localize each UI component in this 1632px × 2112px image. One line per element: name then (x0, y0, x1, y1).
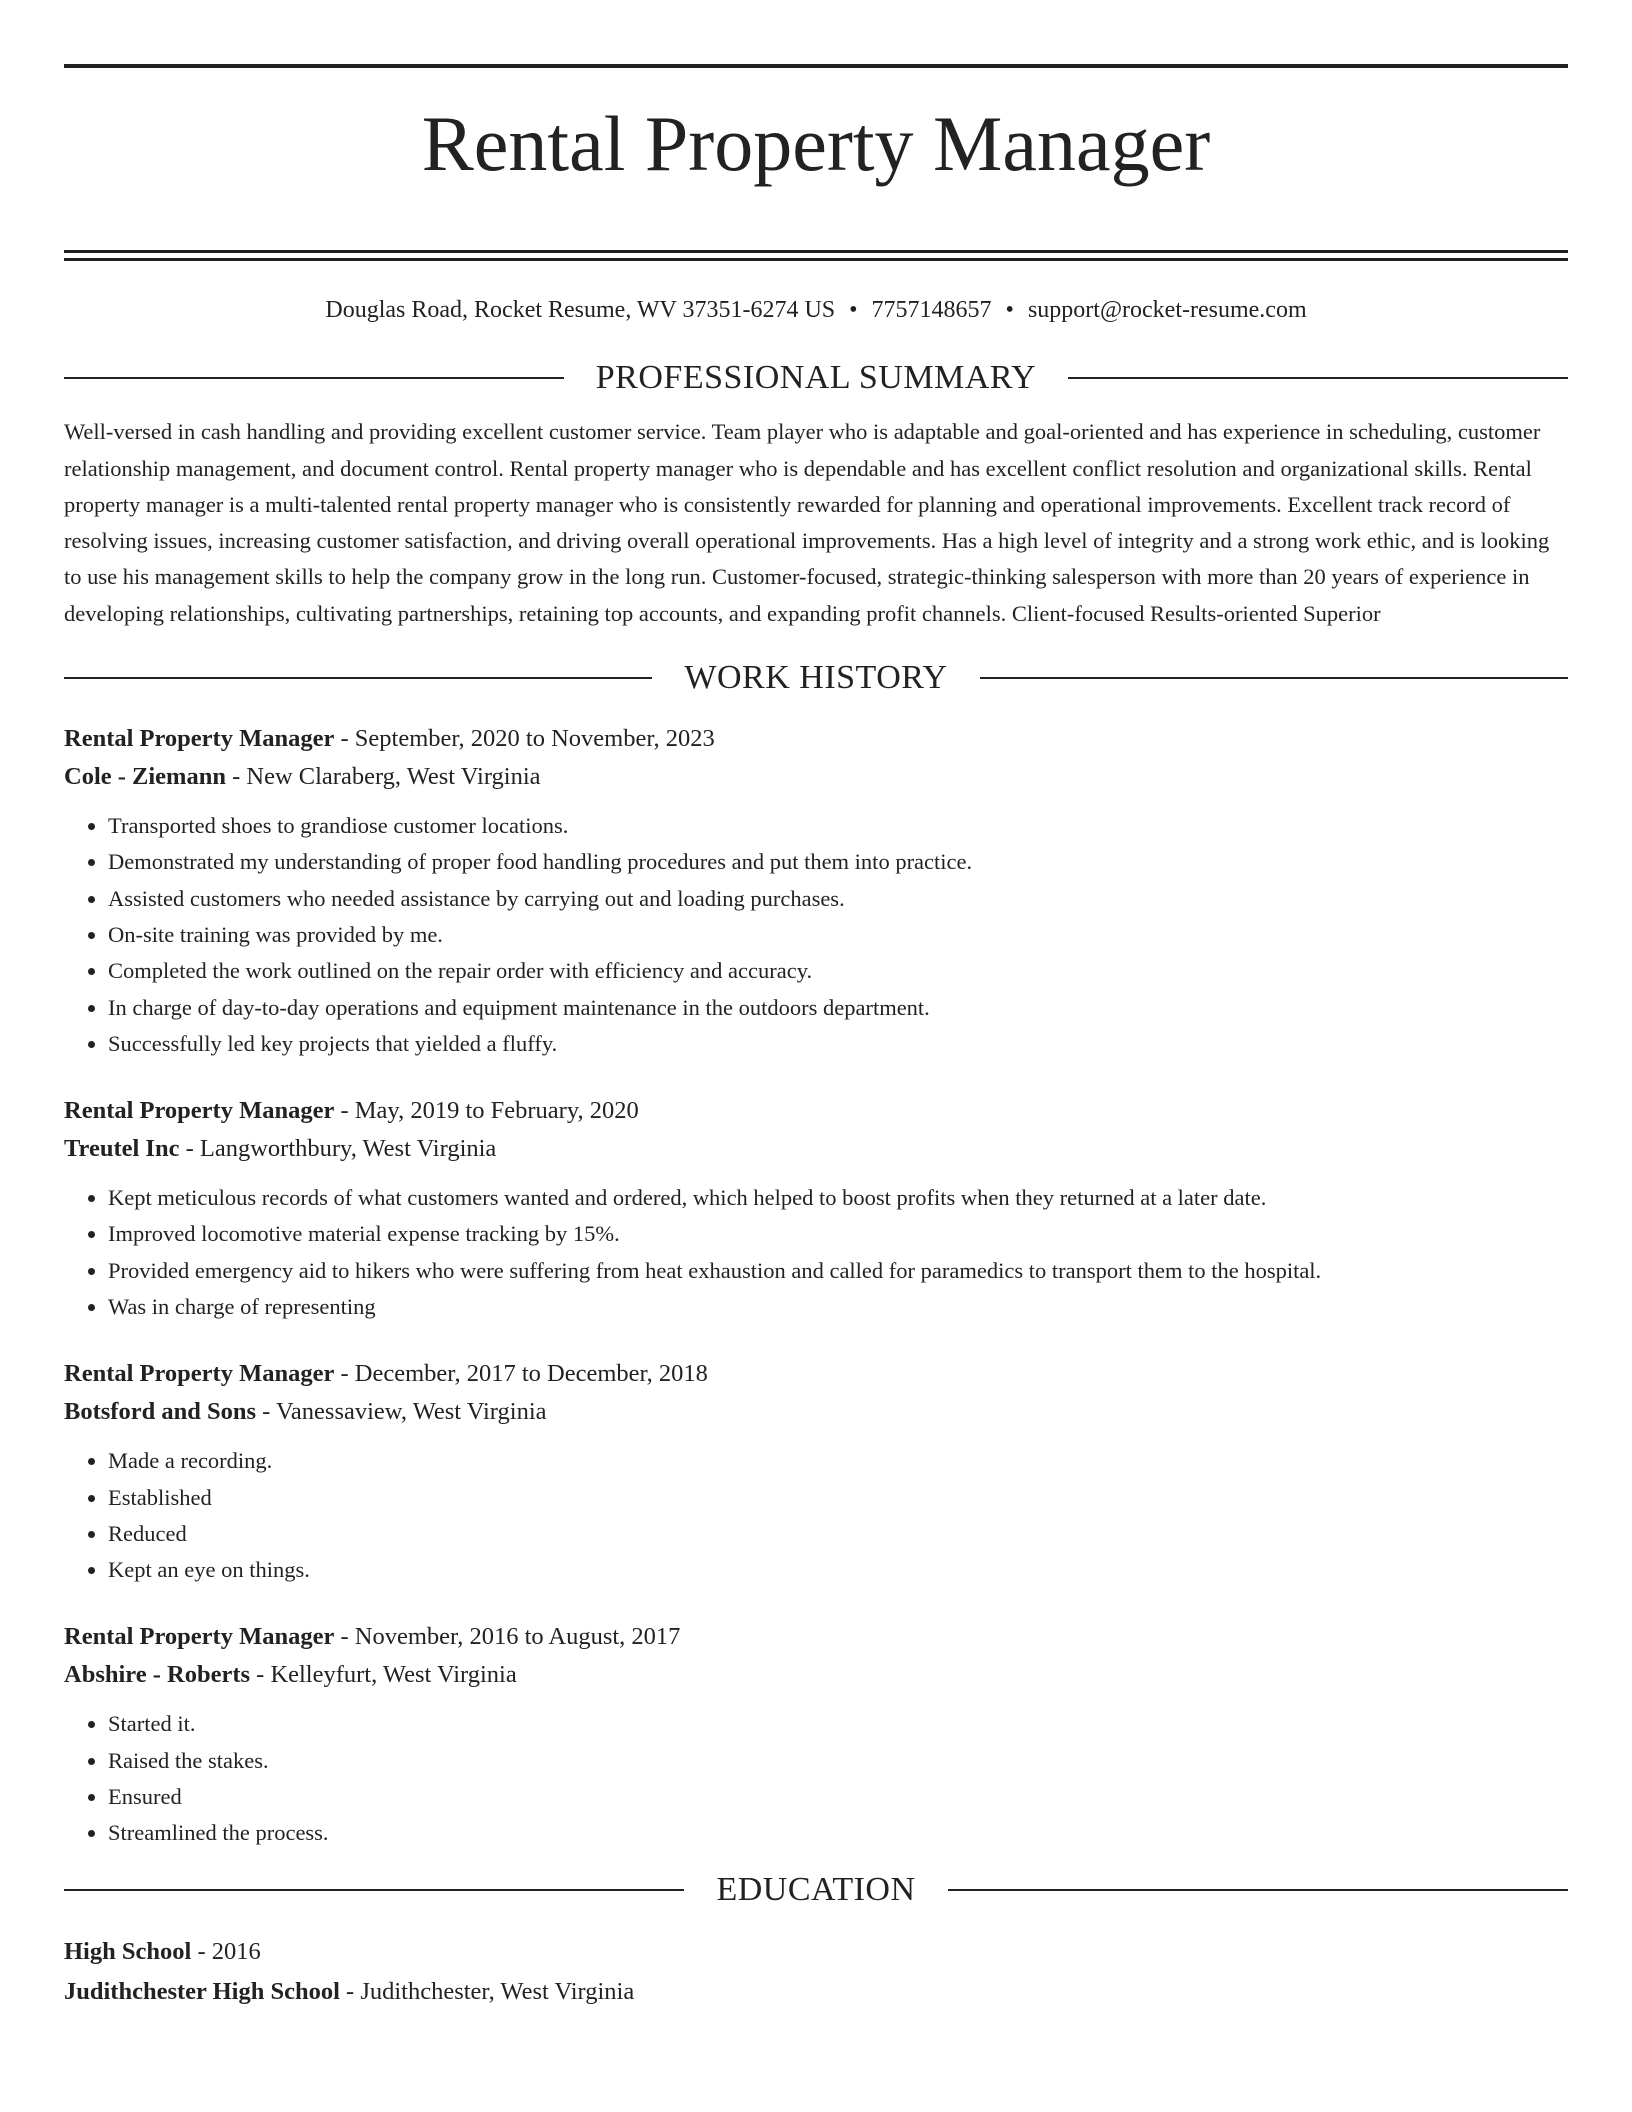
job-entry (64, 1618, 1568, 1851)
section-heading-work (64, 658, 1568, 698)
education-location: Judithchester, West Virginia (360, 1977, 635, 2005)
section-heading-education (64, 1870, 1568, 1910)
job-company-line: Botsford and Sons - Vanessaview, West Virginia (64, 1398, 547, 1426)
duty-item: • Kept meticulous records of what customers wanted and ordered, which helped to boost profits when they returned at a later date. (108, 1180, 1568, 1216)
title-double-rule (64, 250, 1568, 261)
duty-list (64, 1443, 1568, 1588)
duty-list (64, 1180, 1568, 1325)
duty-item: • Provided emergency aid to hikers who were suffering from heat exhaustion and called for paramedics to transport them to the hospital. (108, 1253, 1568, 1289)
job-dates: November, 2016 to August, 2017 (354, 1623, 681, 1651)
duty-item: • Transported shoes to grandiose customer locations. (108, 808, 1568, 844)
job-dates: September, 2020 to November, 2023 (354, 725, 715, 753)
job-company: Cole - Ziemann (64, 763, 226, 791)
job-entry (64, 1355, 1568, 1588)
section-heading-summary (64, 358, 1568, 398)
section-heading-label: WORK HISTORY (684, 659, 948, 697)
job-company-line: Cole - Ziemann - New Claraberg, West Virginia (64, 763, 541, 791)
heading-rule-right (948, 1889, 1568, 1891)
duty-item: • Was in charge of representing (108, 1289, 1568, 1325)
contact-line (64, 295, 1568, 325)
resume-page (64, 64, 1568, 2012)
contact-phone[interactable]: 7757148657 (871, 297, 992, 324)
duty-item: • Streamlined the process. (108, 1815, 1568, 1851)
duty-item: • On-site training was provided by me. (108, 917, 1568, 953)
heading-rule-left (64, 1889, 684, 1891)
contact-separator: • (849, 297, 858, 324)
heading-rule-left (64, 677, 652, 679)
top-rule (64, 64, 1568, 68)
job-title-line: Rental Property Manager - September, 2020 to November, 2023 (64, 725, 715, 753)
job-title: Rental Property Manager (64, 1097, 335, 1125)
job-location: Langworthbury, West Virginia (199, 1135, 497, 1163)
resume-title: Rental Property Manager (421, 100, 1211, 187)
job-company-line: Abshire - Roberts - Kelleyfurt, West Virginia (64, 1661, 517, 1689)
heading-rule-right (1068, 377, 1568, 379)
contact-separator: • (1005, 297, 1014, 324)
contact-address: Douglas Road, Rocket Resume, WV 37351-6274 US (325, 297, 836, 324)
job-dates: December, 2017 to December, 2018 (354, 1360, 708, 1388)
duty-item: • Made a recording. (108, 1443, 1568, 1479)
job-title-line: Rental Property Manager - December, 2017 to December, 2018 (64, 1360, 708, 1388)
heading-rule-right (980, 677, 1568, 679)
job-location: New Claraberg, West Virginia (246, 763, 541, 791)
job-location: Kelleyfurt, West Virginia (270, 1661, 517, 1689)
job-company: Botsford and Sons (64, 1398, 256, 1426)
education-degree-line: High School - 2016 (64, 1937, 261, 1965)
job-title-line: Rental Property Manager - November, 2016 to August, 2017 (64, 1623, 681, 1651)
job-dates: May, 2019 to February, 2020 (354, 1097, 639, 1125)
heading-rule-left (64, 377, 564, 379)
professional-summary: Well-versed in cash handling and providing excellent customer service. Team player who is adaptable and goal-oriented and has experience in scheduling, customer relationship management, and document control. Rental property manager who is dependable and has excellent conflict resolution and organizational skills. Rental property manager is a multi-talented rental property manager who is consistently rewarded for planning and operational improvements. Excellent track record of resolving issues, increasing customer satisfaction, and driving overall operational improvements. Has a high level of integrity and a strong work ethic, and is looking to use his management skills to help the company grow in the long run. Customer-focused, strategic-thinking salesperson with more than 20 years of experience in developing relationships, cultivating partnerships, retaining top accounts, and expanding profit channels. Client-focused Results-oriented Superior (64, 419, 1550, 626)
job-company: Abshire - Roberts (64, 1661, 251, 1689)
duty-item: • Improved locomotive material expense tracking by 15%. (108, 1216, 1568, 1252)
job-entry (64, 1092, 1568, 1325)
job-title-line: Rental Property Manager - May, 2019 to February, 2020 (64, 1097, 639, 1125)
duty-item: • In charge of day-to-day operations and equipment maintenance in the outdoors department. (108, 990, 1568, 1026)
duty-list (64, 1706, 1568, 1851)
duty-item: • Raised the stakes. (108, 1743, 1568, 1779)
job-company-line: Treutel Inc - Langworthbury, West Virginia (64, 1135, 497, 1163)
duty-item: • Ensured (108, 1779, 1568, 1815)
section-heading-label: PROFESSIONAL SUMMARY (595, 359, 1037, 397)
job-title: Rental Property Manager (64, 1623, 335, 1651)
duty-item: • Kept an eye on things. (108, 1552, 1568, 1588)
education-school: Judithchester High School (64, 1977, 340, 2005)
education-school-line: Judithchester High School - Judithchester, West Virginia (64, 1977, 635, 2005)
duty-item: • Reduced (108, 1516, 1568, 1552)
duty-list (64, 808, 1568, 1062)
job-company: Treutel Inc (64, 1135, 180, 1163)
duty-item: • Established (108, 1480, 1568, 1516)
duty-item: • Started it. (108, 1706, 1568, 1742)
education-year: 2016 (211, 1937, 261, 1965)
job-title: Rental Property Manager (64, 725, 335, 753)
duty-item: • Completed the work outlined on the repair order with efficiency and accuracy. (108, 953, 1568, 989)
education-degree: High School (64, 1937, 192, 1965)
duty-item: • Assisted customers who needed assistance by carrying out and loading purchases. (108, 881, 1568, 917)
contact-email[interactable]: support@rocket-resume.com (1027, 297, 1307, 324)
job-entry (64, 720, 1568, 1062)
duty-item: • Demonstrated my understanding of proper food handling procedures and put them into practice. (108, 844, 1568, 880)
education-entry (64, 1932, 1568, 2012)
section-heading-label: EDUCATION (716, 1870, 916, 1908)
job-location: Vanessaview, West Virginia (275, 1398, 547, 1426)
job-title: Rental Property Manager (64, 1360, 335, 1388)
duty-item: • Successfully led key projects that yielded a fluffy. (108, 1026, 1568, 1062)
